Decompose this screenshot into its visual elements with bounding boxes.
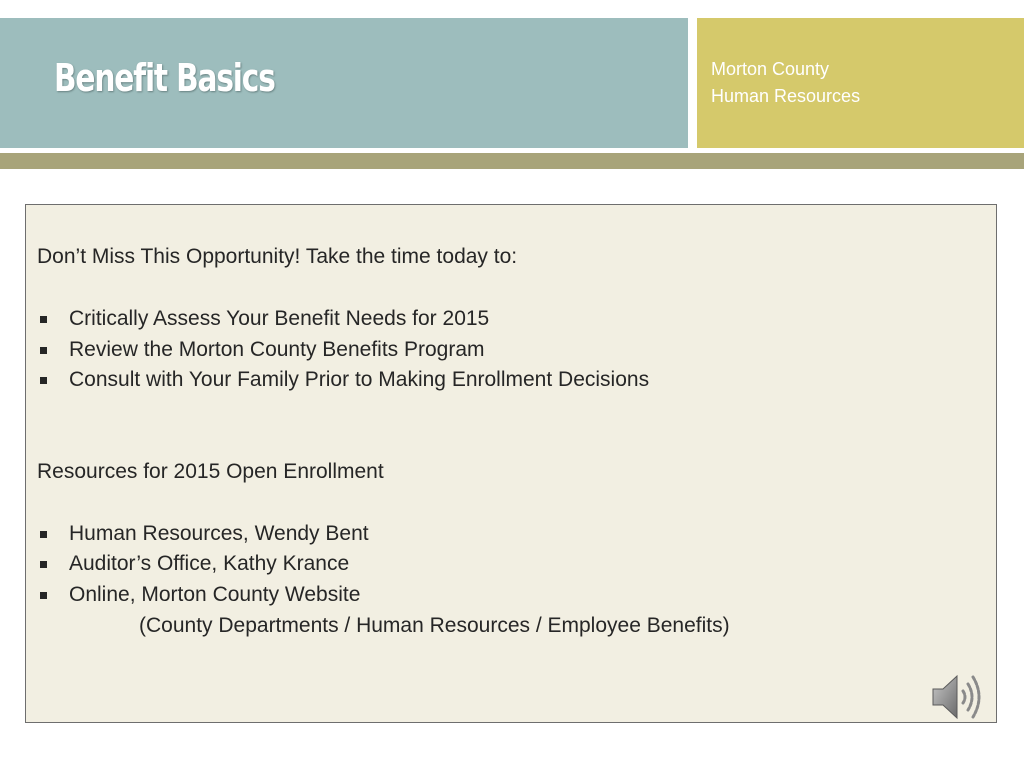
action-item-text: Critically Assess Your Benefit Needs for 2015 — [69, 307, 490, 330]
speaker-icon[interactable] — [929, 669, 985, 725]
action-item-text: Review the Morton County Benefits Program — [69, 338, 485, 361]
resources-heading: Resources for 2015 Open Enrollment — [37, 460, 384, 483]
resource-item-text: Online, Morton County Website — [69, 583, 361, 606]
intro-text: Don’t Miss This Opportunity! Take the time today to: — [37, 245, 518, 268]
square-bullet-icon — [40, 377, 47, 384]
org-name-line2: Human Resources — [711, 86, 861, 106]
content-box — [25, 204, 997, 723]
resource-item-text: Human Resources, Wendy Bent — [69, 522, 369, 545]
divider-stripe — [0, 153, 1024, 169]
org-name-line1: Morton County — [711, 59, 830, 79]
action-item-text: Consult with Your Family Prior to Making Enrollment Decisions — [69, 368, 650, 391]
slide-title: Benefit Basics — [54, 56, 275, 100]
square-bullet-icon — [40, 347, 47, 354]
square-bullet-icon — [40, 531, 47, 538]
org-box — [697, 18, 1024, 148]
website-path: (County Departments / Human Resources / Employee Benefits) — [139, 614, 730, 637]
square-bullet-icon — [40, 316, 47, 323]
resource-item-text: Auditor’s Office, Kathy Krance — [69, 552, 350, 575]
top-band — [0, 0, 1024, 18]
square-bullet-icon — [40, 592, 47, 599]
square-bullet-icon — [40, 561, 47, 568]
